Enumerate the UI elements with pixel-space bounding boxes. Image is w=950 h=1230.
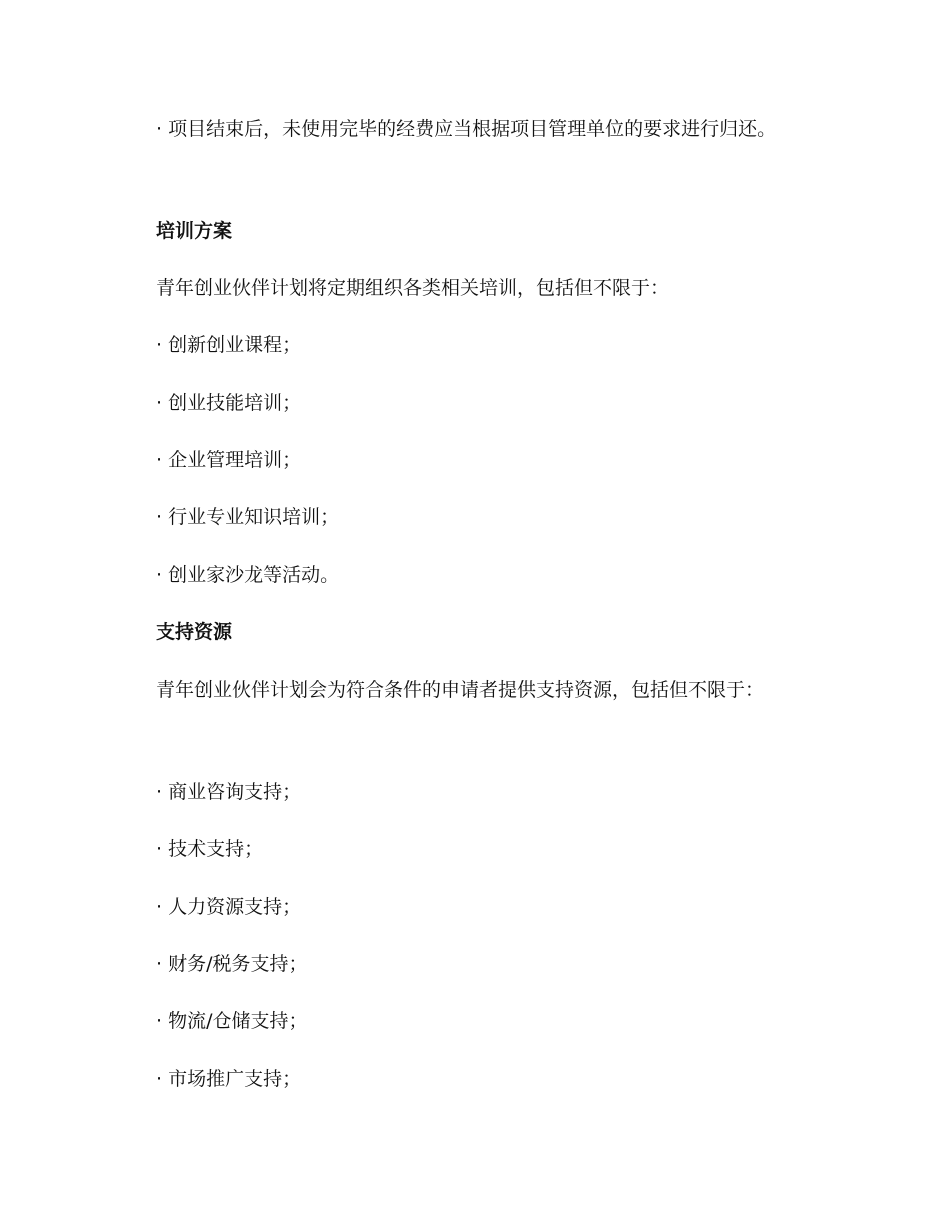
support-item: · 人力资源支持； — [156, 896, 302, 918]
intro-bullet-refund: · 项目结束后，未使用完毕的经费应当根据项目管理单位的要求进行归还。 — [156, 118, 777, 140]
training-item: · 创业技能培训； — [156, 392, 302, 414]
training-item: · 企业管理培训； — [156, 449, 302, 471]
section-heading-training: 培训方案 — [156, 220, 233, 242]
support-intro: 青年创业伙伴计划会为符合条件的申请者提供支持资源，包括但不限于： — [156, 679, 765, 701]
support-item: · 物流/仓储支持； — [156, 1010, 308, 1032]
support-item: · 商业咨询支持； — [156, 781, 302, 803]
training-item: · 行业专业知识培训； — [156, 506, 340, 528]
training-item: · 创业家沙龙等活动。 — [156, 564, 340, 586]
support-item: · 财务/税务支持； — [156, 953, 308, 975]
section-heading-support: 支持资源 — [156, 621, 233, 643]
training-intro: 青年创业伙伴计划将定期组织各类相关培训，包括但不限于： — [156, 277, 670, 299]
support-item: · 技术支持； — [156, 838, 264, 860]
support-item: · 市场推广支持； — [156, 1068, 302, 1090]
training-item: · 创新创业课程； — [156, 334, 302, 356]
